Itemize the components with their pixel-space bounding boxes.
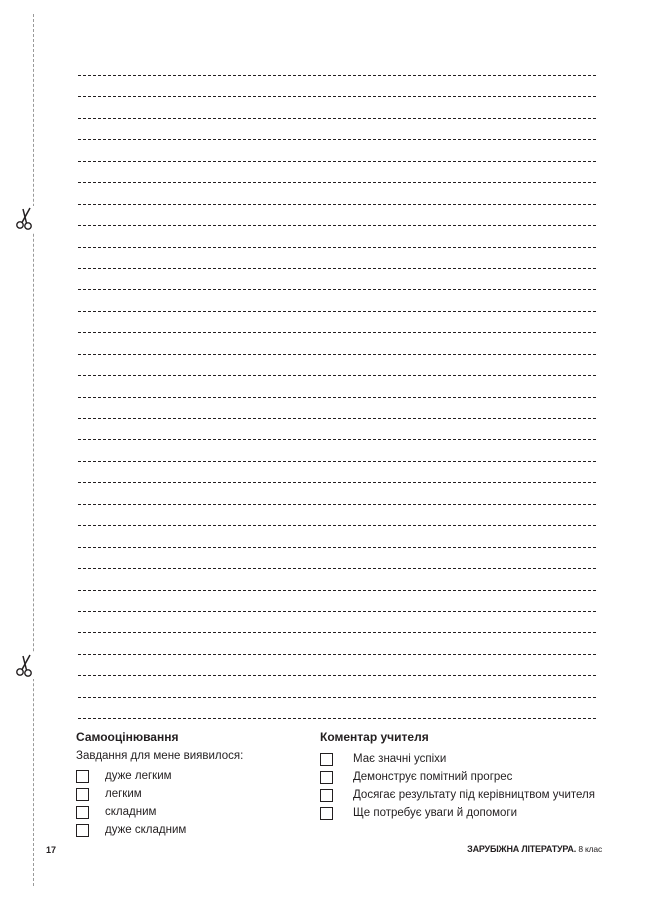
grade-label: 8 клас	[578, 844, 602, 854]
option-label: Ще потребує уваги й допомоги	[353, 807, 518, 819]
checkbox[interactable]	[320, 753, 333, 766]
writing-line[interactable]	[78, 525, 596, 526]
writing-line[interactable]	[78, 397, 596, 398]
scissors-icon	[14, 206, 36, 232]
self-assessment-title: Самооцінювання	[76, 730, 179, 744]
option-label: Досягає результату під керівництвом учителя	[353, 789, 595, 801]
checkbox[interactable]	[320, 789, 333, 802]
self-option-easy[interactable]	[76, 785, 243, 803]
self-assessment	[76, 730, 243, 839]
writing-line[interactable]	[78, 590, 596, 591]
book-title-text: ЗАРУБІЖНА ЛІТЕРАТУРА.	[467, 844, 577, 854]
checkbox[interactable]	[76, 770, 89, 783]
writing-line[interactable]	[78, 654, 596, 655]
writing-line[interactable]	[78, 182, 596, 183]
teacher-option-significant-success[interactable]	[320, 750, 595, 768]
writing-line[interactable]	[78, 289, 596, 290]
writing-line[interactable]	[78, 675, 596, 676]
option-label: легким	[105, 788, 142, 800]
writing-line[interactable]	[78, 547, 596, 548]
checkbox[interactable]	[76, 824, 89, 837]
self-option-hard[interactable]	[76, 803, 243, 821]
checkbox[interactable]	[76, 788, 89, 801]
book-title	[467, 844, 602, 854]
writing-line[interactable]	[78, 568, 596, 569]
option-label: Демонструє помітний прогрес	[353, 771, 513, 783]
page-number: 17	[46, 845, 57, 855]
writing-line[interactable]	[78, 96, 596, 97]
writing-line[interactable]	[78, 161, 596, 162]
writing-area[interactable]	[78, 75, 596, 740]
teacher-comment	[320, 730, 595, 822]
writing-line[interactable]	[78, 611, 596, 612]
writing-line[interactable]	[78, 504, 596, 505]
teacher-option-guided-result[interactable]	[320, 786, 595, 804]
option-label: складним	[105, 806, 157, 818]
writing-line[interactable]	[78, 268, 596, 269]
writing-line[interactable]	[78, 461, 596, 462]
writing-line[interactable]	[78, 718, 596, 719]
writing-line[interactable]	[78, 375, 596, 376]
writing-line[interactable]	[78, 697, 596, 698]
teacher-comment-title: Коментар учителя	[320, 730, 429, 744]
writing-line[interactable]	[78, 204, 596, 205]
scissors-icon	[14, 653, 36, 679]
option-label: дуже складним	[105, 824, 187, 836]
writing-line[interactable]	[78, 418, 596, 419]
writing-line[interactable]	[78, 75, 596, 76]
self-option-very-easy[interactable]	[76, 767, 243, 785]
writing-line[interactable]	[78, 354, 596, 355]
writing-line[interactable]	[78, 225, 596, 226]
option-label: дуже легким	[105, 770, 172, 782]
option-label: Має значні успіхи	[353, 753, 447, 765]
writing-line[interactable]	[78, 311, 596, 312]
writing-line[interactable]	[78, 632, 596, 633]
writing-line[interactable]	[78, 482, 596, 483]
checkbox[interactable]	[320, 807, 333, 820]
teacher-option-needs-help[interactable]	[320, 804, 595, 822]
self-option-very-hard[interactable]	[76, 821, 243, 839]
teacher-option-noticeable-progress[interactable]	[320, 768, 595, 786]
checkbox[interactable]	[320, 771, 333, 784]
writing-line[interactable]	[78, 247, 596, 248]
writing-line[interactable]	[78, 332, 596, 333]
self-assessment-subtitle: Завдання для мене виявилося:	[76, 750, 244, 762]
writing-line[interactable]	[78, 118, 596, 119]
cut-line	[33, 14, 34, 886]
writing-line[interactable]	[78, 439, 596, 440]
writing-line[interactable]	[78, 139, 596, 140]
checkbox[interactable]	[76, 806, 89, 819]
